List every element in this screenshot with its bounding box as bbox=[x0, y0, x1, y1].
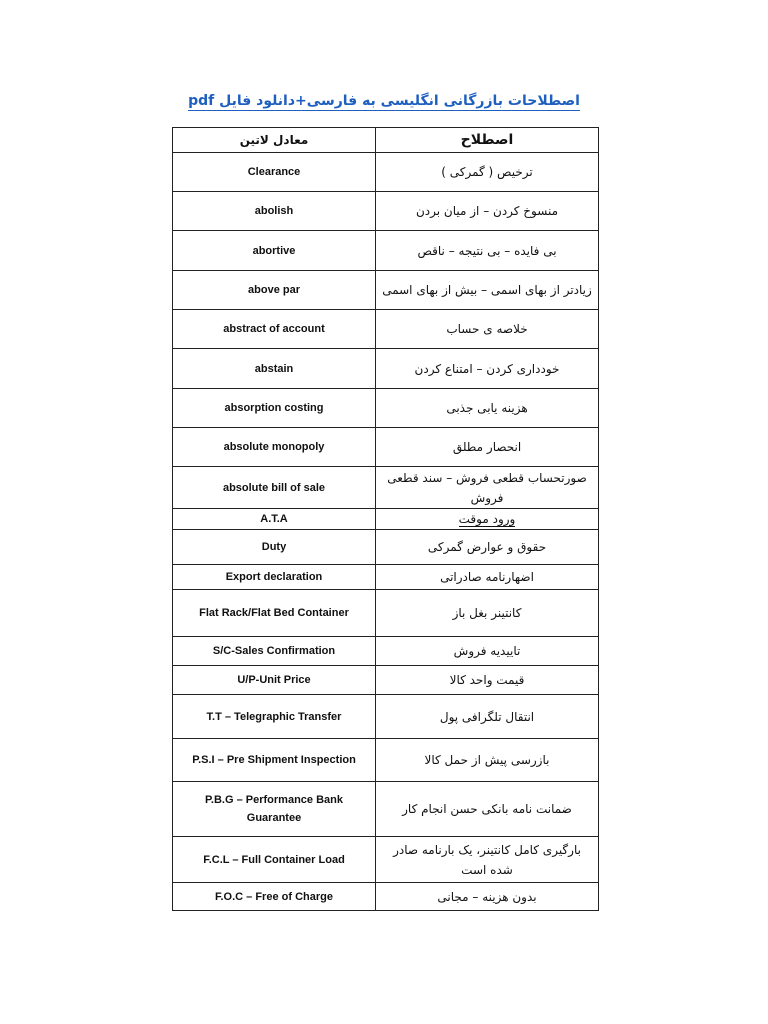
page-title bbox=[0, 93, 768, 109]
latin-cell: S/C-Sales Confirmation bbox=[173, 637, 376, 666]
table-row bbox=[173, 837, 599, 883]
table-row bbox=[173, 883, 599, 911]
table-row bbox=[173, 153, 599, 192]
persian-cell: منسوخ کردن – از میان بردن bbox=[376, 192, 599, 231]
persian-cell bbox=[376, 509, 599, 530]
latin-cell: absorption costing bbox=[173, 389, 376, 428]
table-row bbox=[173, 565, 599, 590]
latin-cell: F.C.L – Full Container Load bbox=[173, 837, 376, 883]
table-row bbox=[173, 739, 599, 782]
table-row bbox=[173, 271, 599, 310]
latin-cell: U/P-Unit Price bbox=[173, 666, 376, 695]
persian-cell: کانتینر بغل باز bbox=[376, 590, 599, 637]
persian-cell: بازرسی پیش از حمل کالا bbox=[376, 739, 599, 782]
table-row bbox=[173, 782, 599, 837]
table-row bbox=[173, 467, 599, 509]
table-row bbox=[173, 231, 599, 271]
persian-cell: هزینه یابی جذبی bbox=[376, 389, 599, 428]
latin-cell: Clearance bbox=[173, 153, 376, 192]
persian-cell: خلاصه ی حساب bbox=[376, 310, 599, 349]
table-row bbox=[173, 192, 599, 231]
persian-cell: زیادتر از بهای اسمی – بیش از بهای اسمی bbox=[376, 271, 599, 310]
persian-cell: ضمانت نامه بانکی حسن انجام کار bbox=[376, 782, 599, 837]
latin-cell: abolish bbox=[173, 192, 376, 231]
persian-cell: تاییدیه فروش bbox=[376, 637, 599, 666]
persian-cell: خودداری کردن – امتناع کردن bbox=[376, 349, 599, 389]
latin-cell: A.T.A bbox=[173, 509, 376, 530]
latin-cell: absolute monopoly bbox=[173, 428, 376, 467]
term-header: اصطلاح bbox=[376, 128, 599, 153]
latin-cell: abstract of account bbox=[173, 310, 376, 349]
latin-cell: Export declaration bbox=[173, 565, 376, 590]
latin-cell: Flat Rack/Flat Bed Container bbox=[173, 590, 376, 637]
terms-table bbox=[172, 127, 599, 911]
persian-cell: حقوق و عوارض گمرکی bbox=[376, 530, 599, 565]
persian-cell: صورتحساب قطعی فروش – سند قطعی فروش bbox=[376, 467, 599, 509]
table-header-row bbox=[173, 128, 599, 153]
page-title-text: اصطلاحات بازرگانی انگلیسی به فارسی+دانلود فایل pdf bbox=[188, 93, 580, 109]
table-row bbox=[173, 509, 599, 530]
persian-cell: انتقال تلگرافی پول bbox=[376, 695, 599, 739]
persian-cell: بارگیری کامل کانتینر، یک بارنامه صادر شده است bbox=[376, 837, 599, 883]
latin-cell: Duty bbox=[173, 530, 376, 565]
persian-cell: قیمت واحد کالا bbox=[376, 666, 599, 695]
latin-cell: F.O.C – Free of Charge bbox=[173, 883, 376, 911]
latin-cell: P.B.G – Performance Bank Guarantee bbox=[173, 782, 376, 837]
persian-cell: انحصار مطلق bbox=[376, 428, 599, 467]
table-row bbox=[173, 530, 599, 565]
latin-cell: abstain bbox=[173, 349, 376, 389]
table-row bbox=[173, 695, 599, 739]
latin-cell: absolute bill of sale bbox=[173, 467, 376, 509]
table-row bbox=[173, 310, 599, 349]
table-row bbox=[173, 666, 599, 695]
persian-cell: اضهارنامه صادراتی bbox=[376, 565, 599, 590]
latin-equivalent-header: معادل لاتین bbox=[173, 128, 376, 153]
latin-cell: T.T – Telegraphic Transfer bbox=[173, 695, 376, 739]
table-row bbox=[173, 428, 599, 467]
table-row bbox=[173, 389, 599, 428]
persian-cell: بی فایده – بی نتیجه – ناقص bbox=[376, 231, 599, 271]
persian-cell: بدون هزینه – مجانی bbox=[376, 883, 599, 911]
table-row bbox=[173, 349, 599, 389]
latin-cell: abortive bbox=[173, 231, 376, 271]
underlined-term: ورود موقت bbox=[458, 512, 516, 526]
table-row bbox=[173, 590, 599, 637]
latin-cell: P.S.I – Pre Shipment Inspection bbox=[173, 739, 376, 782]
table-row bbox=[173, 637, 599, 666]
latin-cell: above par bbox=[173, 271, 376, 310]
persian-cell: ترخیص ( گمرکی ) bbox=[376, 153, 599, 192]
